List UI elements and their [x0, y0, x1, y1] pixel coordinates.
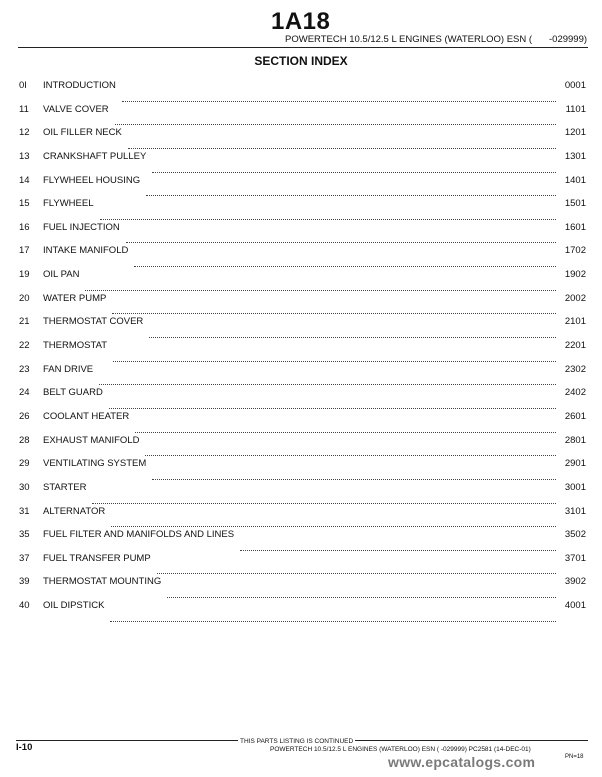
- section-page-number: 2801: [564, 434, 586, 446]
- section-label: CRANKSHAFT PULLEY: [43, 150, 147, 162]
- index-row[interactable]: [19, 316, 586, 340]
- section-page-number: 3001: [564, 481, 586, 493]
- section-label: FLYWHEEL: [43, 198, 94, 210]
- catalog-id-title: 1A18: [271, 8, 331, 35]
- dot-leader: [109, 408, 556, 409]
- dot-leader: [85, 290, 556, 291]
- section-page-number: 1301: [564, 150, 586, 162]
- section-page-number: 1702: [564, 245, 586, 257]
- index-row[interactable]: [19, 576, 586, 600]
- section-index-list: [19, 80, 586, 624]
- section-number: 37: [19, 552, 30, 564]
- section-number: 16: [19, 221, 30, 233]
- section-label: VENTILATING SYSTEM: [43, 458, 147, 470]
- section-page-number: 0001: [564, 80, 586, 91]
- section-number: 24: [19, 387, 30, 399]
- engine-subtitle-text: POWERTECH 10.5/12.5 L ENGINES (WATERLOO) ESN (: [285, 34, 533, 45]
- index-row[interactable]: [19, 104, 586, 128]
- footer-page-id: I-10: [16, 742, 33, 753]
- dot-leader: [128, 148, 556, 149]
- index-row[interactable]: [19, 600, 586, 624]
- dot-leader: [145, 455, 556, 456]
- section-number: 20: [19, 292, 30, 304]
- section-label: WATER PUMP: [43, 292, 107, 304]
- section-page-number: 3502: [564, 529, 586, 541]
- section-page-number: 2402: [564, 387, 586, 399]
- section-label: STARTER: [43, 481, 87, 493]
- index-row[interactable]: [19, 458, 586, 482]
- section-page-number: 1201: [564, 127, 586, 139]
- section-label: FUEL INJECTION: [43, 221, 120, 233]
- section-page-number: 1501: [564, 198, 586, 210]
- section-page-number: 1101: [565, 103, 586, 115]
- section-page-number: 3101: [564, 505, 586, 517]
- section-page-number: 2201: [564, 340, 586, 352]
- section-number: 0I: [19, 80, 27, 91]
- dot-leader: [157, 573, 556, 574]
- section-number: 17: [19, 245, 30, 257]
- section-index-heading: SECTION INDEX: [254, 54, 348, 68]
- section-number: 19: [19, 269, 30, 281]
- dot-leader: [149, 337, 556, 338]
- section-number: 40: [19, 600, 30, 612]
- section-page-number: 4001: [564, 600, 586, 612]
- dot-leader: [113, 361, 556, 362]
- index-row[interactable]: [19, 364, 586, 388]
- section-number: 21: [19, 316, 30, 328]
- section-page-number: 2601: [564, 410, 586, 422]
- section-label: THERMOSTAT: [43, 340, 108, 352]
- index-row[interactable]: [19, 127, 586, 151]
- section-label: OIL DIPSTICK: [43, 600, 105, 612]
- dot-leader: [240, 550, 556, 551]
- footer-continued-note: THIS PARTS LISTING IS CONTINUED: [240, 738, 354, 745]
- section-number: 15: [19, 198, 30, 210]
- header-divider: [18, 47, 588, 48]
- section-label: THERMOSTAT COVER: [43, 316, 144, 328]
- section-label: EXHAUST MANIFOLD: [43, 434, 140, 446]
- section-label: FAN DRIVE: [43, 363, 94, 375]
- section-page-number: 3902: [564, 576, 586, 588]
- section-label: COOLANT HEATER: [43, 410, 130, 422]
- index-row[interactable]: [19, 269, 586, 293]
- section-page-number: 1601: [564, 221, 586, 233]
- section-label: FUEL TRANSFER PUMP: [43, 552, 151, 564]
- section-number: 26: [19, 410, 30, 422]
- section-number: 31: [19, 505, 30, 517]
- dot-leader: [134, 266, 556, 267]
- dot-leader: [146, 195, 556, 196]
- footer-pn: PN=18: [565, 754, 584, 760]
- section-number: 14: [19, 174, 30, 186]
- dot-leader: [135, 432, 556, 433]
- index-row[interactable]: [19, 222, 586, 246]
- section-page-number: 2002: [564, 292, 586, 304]
- section-label: FUEL FILTER AND MANIFOLDS AND LINES: [43, 529, 235, 541]
- section-page-number: 2901: [564, 458, 586, 470]
- section-label: THERMOSTAT MOUNTING: [43, 576, 162, 588]
- section-page-number: 2302: [564, 363, 586, 375]
- index-row[interactable]: [19, 293, 586, 317]
- section-label: ALTERNATOR: [43, 505, 106, 517]
- index-row[interactable]: [19, 529, 586, 553]
- section-label: OIL PAN: [43, 269, 80, 281]
- footer-engine-line: POWERTECH 10.5/12.5 L ENGINES (WATERLOO) ESN ( -029999) PC2581 (14-DEC-01): [270, 746, 531, 753]
- dot-leader: [110, 621, 556, 622]
- section-number: 13: [19, 150, 30, 162]
- index-row[interactable]: [19, 151, 586, 175]
- index-row[interactable]: [19, 387, 586, 411]
- dot-leader: [115, 124, 556, 125]
- section-page-number: 2101: [564, 316, 586, 328]
- section-number: 39: [19, 576, 30, 588]
- index-row[interactable]: [19, 435, 586, 459]
- section-number: 11: [19, 103, 29, 115]
- section-number: 28: [19, 434, 30, 446]
- index-row[interactable]: [19, 553, 586, 577]
- dot-leader: [152, 479, 556, 480]
- index-row[interactable]: [19, 198, 586, 222]
- section-label: FLYWHEEL HOUSING: [43, 174, 141, 186]
- dot-leader: [126, 242, 556, 243]
- engine-subtitle: [285, 34, 588, 45]
- section-label: INTRODUCTION: [43, 80, 116, 91]
- dot-leader: [122, 101, 556, 102]
- section-page-number: 1401: [564, 174, 586, 186]
- dot-leader: [92, 503, 556, 504]
- section-number: 12: [19, 127, 30, 139]
- section-label: VALVE COVER: [43, 103, 109, 115]
- index-row[interactable]: [19, 245, 586, 269]
- index-row[interactable]: [19, 80, 586, 104]
- index-row[interactable]: [19, 482, 586, 506]
- esn-range-end: -029999): [549, 34, 588, 45]
- dot-leader: [111, 526, 556, 527]
- section-number: 23: [19, 363, 30, 375]
- section-number: 22: [19, 340, 30, 352]
- dot-leader: [99, 384, 556, 385]
- dot-leader: [100, 219, 556, 220]
- section-label: OIL FILLER NECK: [43, 127, 122, 139]
- dot-leader: [167, 597, 556, 598]
- dot-leader: [112, 313, 556, 314]
- index-row[interactable]: [19, 411, 586, 435]
- watermark-url: www.epcatalogs.com: [388, 754, 536, 770]
- index-row[interactable]: [19, 340, 586, 364]
- section-page-number: 3701: [564, 552, 586, 564]
- index-row[interactable]: [19, 506, 586, 530]
- section-label: BELT GUARD: [43, 387, 103, 399]
- section-number: 35: [19, 529, 30, 541]
- section-number: 30: [19, 481, 30, 493]
- index-row[interactable]: [19, 175, 586, 199]
- section-page-number: 1902: [564, 269, 586, 281]
- section-number: 29: [19, 458, 30, 470]
- dot-leader: [152, 172, 556, 173]
- section-label: INTAKE MANIFOLD: [43, 245, 129, 257]
